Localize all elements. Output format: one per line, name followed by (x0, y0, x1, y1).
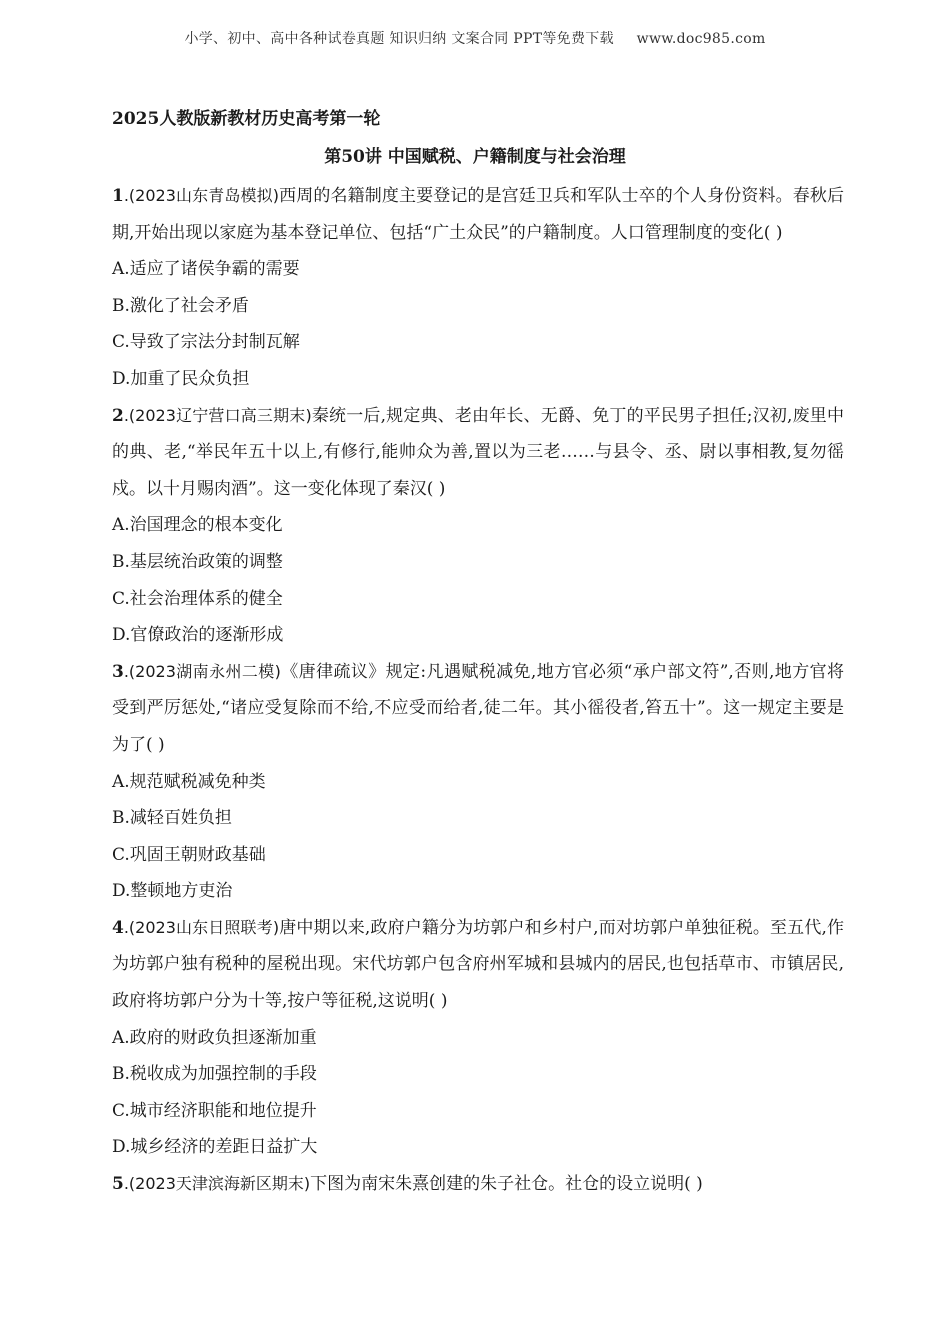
question-1 (112, 178, 844, 398)
question-source: .(2023湖南永州二模) (123, 661, 281, 681)
option-a: A.政府的财政负担逐渐加重 (112, 1027, 317, 1048)
question-stem (112, 398, 844, 508)
question-text: 下图为南宋朱熹创建的朱子社仓。社仓的设立说明( ) (310, 1174, 703, 1195)
option-c: C.导致了宗法分封制瓦解 (112, 332, 300, 353)
question-3 (112, 654, 844, 910)
option-d: D.整顿地方吏治 (112, 881, 233, 902)
option-b: B.减轻百姓负担 (112, 808, 232, 829)
option-a: A.适应了诸侯争霸的需要 (112, 259, 300, 280)
question-number: 5 (112, 1174, 124, 1195)
option-a: A.治国理念的根本变化 (112, 515, 283, 536)
question-4 (112, 910, 844, 1166)
document-title: 2025人教版新教材历史高考第一轮 (112, 109, 381, 129)
option-b: B.基层统治政策的调整 (112, 551, 283, 572)
option-d: D.城乡经济的差距日益扩大 (112, 1137, 318, 1158)
question-2 (112, 398, 844, 654)
question-number: 2 (112, 405, 124, 426)
option-c: C.巩固王朝财政基础 (112, 844, 266, 865)
question-number: 1 (112, 186, 124, 206)
question-number: 3 (112, 661, 124, 682)
lecture-title: 第50讲 中国赋税、户籍制度与社会治理 (324, 147, 626, 167)
header-text: 小学、初中、高中各种试卷真题 知识归纳 文案合同 PPT等免费下载 (184, 31, 614, 47)
option-d: D.加重了民众负担 (112, 368, 250, 389)
question-source: .(2023天津滨海新区期末) (123, 1174, 311, 1194)
question-text: 西周的名籍制度主要登记的是宫廷卫兵和军队士卒的个人身份资料。春秋后期,开始出现以家庭为基本登记单位、包括“广土众民”的户籍制度。人口管理制度的变化( ) (112, 186, 844, 243)
question-source: .(2023辽宁营口高三期末) (123, 405, 312, 425)
question-text: 唐中期以来,政府户籍分为坊郭户和乡村户,而对坊郭户单独征税。至五代,作为坊郭户独有税种的屋税出现。宋代坊郭户包含府州军城和县城内的居民,也包括草市、市镇居民,政府将坊郭户分为十等,按户等征税,这说明( ) (112, 917, 844, 1012)
page-header (0, 28, 950, 48)
question-source: .(2023山东青岛模拟) (123, 186, 279, 205)
question-5 (112, 1166, 844, 1203)
option-d: D.官僚政治的逐渐形成 (112, 625, 284, 646)
question-number: 4 (112, 917, 124, 938)
option-c: C.城市经济职能和地位提升 (112, 1100, 317, 1121)
header-url[interactable]: www.doc985.com (636, 31, 766, 47)
question-stem (112, 1166, 844, 1203)
question-stem (112, 654, 844, 764)
option-b: B.激化了社会矛盾 (112, 295, 249, 316)
question-stem (112, 910, 844, 1020)
question-text: 《唐律疏议》规定:凡遇赋税减免,地方官必须“承户部文符”,否则,地方官将受到严厉惩处,“诸应受复除而不给,不应受而给者,徒二年。其小徭役者,笞五十”。这一规定主要是为了( ) (112, 661, 844, 755)
question-text: 秦统一后,规定典、老由年长、无爵、免丁的平民男子担任;汉初,废里中的典、老,“举民年五十以上,有修行,能帅众为善,置以为三老……与县令、丞、尉以事相教,复勿徭戍。以十月赐肉酒”。这一变化体现了秦汉( ) (112, 405, 844, 499)
option-a: A.规范赋税减免种类 (112, 771, 266, 792)
question-source: .(2023山东日照联考) (123, 917, 280, 937)
option-c: C.社会治理体系的健全 (112, 588, 283, 609)
option-b: B.税收成为加强控制的手段 (112, 1064, 317, 1085)
question-list (112, 178, 844, 1203)
question-stem (112, 178, 844, 251)
